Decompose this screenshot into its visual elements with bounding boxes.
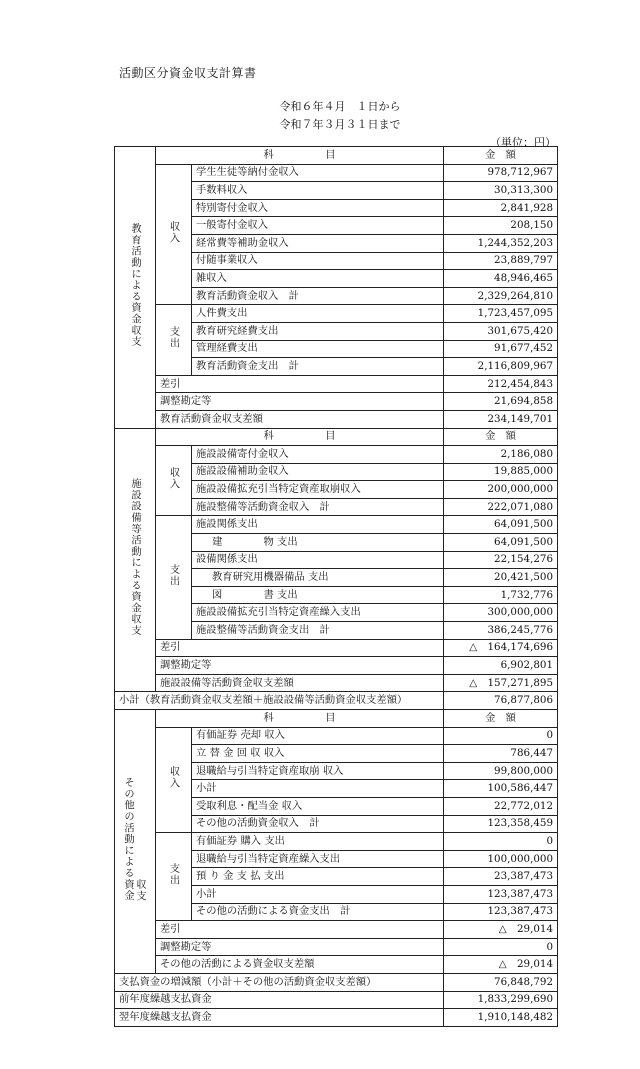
total-row — [115, 938, 558, 956]
period-from: 令和６年４月 １日から — [279, 100, 401, 113]
row-label: 施設設備拡充引当特定資産取崩収入 — [192, 481, 444, 499]
row-label: 受取利息・配当金 収入 — [192, 797, 444, 815]
row-amount: 100,586,447 — [444, 780, 558, 798]
other-income-label: 収入 — [167, 766, 180, 789]
row-label: 調整勘定等 — [156, 657, 444, 675]
row-label: 経常費等補助金収入 — [192, 234, 444, 252]
cash-flow-table — [114, 146, 558, 1027]
row-amount: 20,421,500 — [444, 569, 558, 587]
other-expense-label: 支出 — [167, 862, 180, 886]
row-amount: △ 29,014 — [444, 921, 558, 939]
row-amount: 76,848,792 — [444, 973, 558, 991]
row-label: 設備関係支出 — [192, 551, 444, 569]
row-label: 調整勘定等 — [156, 938, 444, 956]
row-amount: 19,885,000 — [444, 463, 558, 481]
row-label: 教育活動資金収支差額 — [156, 410, 444, 428]
total-row — [115, 657, 558, 675]
total-row — [115, 674, 558, 692]
row-amount: 123,387,473 — [444, 903, 558, 921]
row-amount: 99,800,000 — [444, 762, 558, 780]
row-label: 退職給与引当特定資産取崩 収入 — [192, 762, 444, 780]
row-amount: 208,150 — [444, 217, 558, 235]
row-amount: 1,244,352,203 — [444, 234, 558, 252]
row-label: 一般寄付金収入 — [192, 217, 444, 235]
row-amount: 0 — [444, 727, 558, 745]
table-row — [115, 833, 558, 851]
row-label: 差引 — [156, 921, 444, 939]
summary-row — [115, 1009, 558, 1027]
row-label: 前年度繰越支払資金 — [115, 991, 444, 1009]
row-amount: 30,313,300 — [444, 182, 558, 200]
facility-category-label: 施設設備等活動による資金収支 — [129, 478, 141, 637]
row-label: 差引 — [156, 375, 444, 393]
row-label: 雑収入 — [192, 270, 444, 288]
row-label: 退職給与引当特定資産繰入支出 — [192, 850, 444, 868]
other-expense-group — [156, 833, 192, 921]
education-expense-group — [156, 305, 192, 375]
row-amount: 0 — [444, 833, 558, 851]
row-label: 預 り 金 支 払 支出 — [192, 868, 444, 886]
other-income-group — [156, 727, 192, 833]
row-label: 小計（教育活動資金収支差額＋施設設備等活動資金収支差額） — [115, 692, 444, 710]
row-label: 管理経費支出 — [192, 340, 444, 358]
table-row — [115, 727, 558, 745]
table-row — [115, 446, 558, 464]
education-income-label: 収入 — [167, 220, 180, 244]
row-amount: 212,454,843 — [444, 375, 558, 393]
row-label: 手数料収入 — [192, 182, 444, 200]
row-amount: △ 157,271,895 — [444, 674, 558, 692]
row-amount: 21,694,858 — [444, 393, 558, 411]
row-label: 有価証券 購入 支出 — [192, 833, 444, 851]
education-expense-label: 支出 — [167, 326, 180, 349]
row-amount: 100,000,000 — [444, 850, 558, 868]
header-row — [115, 147, 558, 165]
row-label: その他の活動による資金収支差額 — [156, 956, 444, 974]
row-amount: 1,833,299,690 — [444, 991, 558, 1009]
total-row — [115, 956, 558, 974]
subject-header: 科 目 — [156, 147, 444, 165]
row-label: 施設設備補助金収入 — [192, 463, 444, 481]
row-label: 支払資金の増減額（小計＋その他の活動資金収支差額） — [115, 973, 444, 991]
row-amount: 2,329,264,810 — [444, 287, 558, 305]
summary-row — [115, 991, 558, 1009]
facility-expense-label: 支出 — [167, 563, 180, 587]
header-row — [115, 710, 558, 728]
header-row — [115, 428, 558, 446]
total-row — [115, 410, 558, 428]
other-category-suffix: 収支 — [134, 878, 146, 902]
row-label: 図 書 支出 — [192, 586, 444, 604]
row-amount: 1,732,776 — [444, 586, 558, 604]
row-amount: 0 — [444, 938, 558, 956]
total-row — [115, 639, 558, 657]
row-label: 小計 — [192, 885, 444, 903]
row-label: 施設設備等活動資金収支差額 — [156, 674, 444, 692]
row-amount: 786,447 — [444, 745, 558, 763]
row-label: 施設設備拡充引当特定資産繰入支出 — [192, 604, 444, 622]
row-label: 差引 — [156, 639, 444, 657]
education-category — [115, 147, 156, 429]
facility-expense-group — [156, 516, 192, 639]
summary-row — [115, 973, 558, 991]
row-amount: 1,910,148,482 — [444, 1009, 558, 1027]
row-label: 付随事業収入 — [192, 252, 444, 270]
row-amount: 64,091,500 — [444, 534, 558, 552]
amount-header: 金 額 — [444, 428, 558, 446]
amount-header: 金 額 — [444, 147, 558, 165]
table-row — [115, 164, 558, 182]
row-amount: 386,245,776 — [444, 622, 558, 640]
row-amount: 234,149,701 — [444, 410, 558, 428]
row-amount: 300,000,000 — [444, 604, 558, 622]
education-income-group — [156, 164, 192, 305]
education-category-label: 教育活動による資金収支 — [129, 222, 141, 347]
row-label: 立 替 金 回 収 収入 — [192, 745, 444, 763]
table-row — [115, 305, 558, 323]
total-row — [115, 921, 558, 939]
row-label: 教育研究経費支出 — [192, 322, 444, 340]
subject-header: 科 目 — [156, 428, 444, 446]
row-amount: 1,723,457,095 — [444, 305, 558, 323]
row-label: 人件費支出 — [192, 305, 444, 323]
row-label: 教育活動資金支出 計 — [192, 358, 444, 376]
total-row — [115, 375, 558, 393]
facility-category — [115, 428, 156, 692]
row-amount: 64,091,500 — [444, 516, 558, 534]
row-amount: △ 29,014 — [444, 956, 558, 974]
row-amount: △ 164,174,696 — [444, 639, 558, 657]
cash-flow-table-body — [115, 147, 558, 1027]
row-label: 有価証券 売却 収入 — [192, 727, 444, 745]
row-amount: 22,772,012 — [444, 797, 558, 815]
row-amount: 123,358,459 — [444, 815, 558, 833]
table-row — [115, 516, 558, 534]
row-amount: 2,841,928 — [444, 199, 558, 217]
row-amount: 123,387,473 — [444, 885, 558, 903]
row-amount: 301,675,420 — [444, 322, 558, 340]
row-label: 学生生徒等納付金収入 — [192, 164, 444, 182]
row-amount: 2,186,080 — [444, 446, 558, 464]
row-amount: 91,677,452 — [444, 340, 558, 358]
row-label: 施設関係支出 — [192, 516, 444, 534]
row-amount: 200,000,000 — [444, 481, 558, 499]
row-amount: 978,712,967 — [444, 164, 558, 182]
amount-header: 金 額 — [444, 710, 558, 728]
row-label: その他の活動資金収入 計 — [192, 815, 444, 833]
period-to: 令和７年３月３１日まで — [279, 118, 401, 131]
row-label: 特別寄付金収入 — [192, 199, 444, 217]
row-label: 小計 — [192, 780, 444, 798]
row-label: 調整勘定等 — [156, 393, 444, 411]
row-amount: 222,071,080 — [444, 498, 558, 516]
row-amount: 2,116,809,967 — [444, 358, 558, 376]
row-label: 施設整備等活動資金支出 計 — [192, 622, 444, 640]
other-category — [115, 710, 156, 974]
row-amount: 76,877,806 — [444, 692, 558, 710]
total-row — [115, 393, 558, 411]
row-label: 教育活動資金収入 計 — [192, 287, 444, 305]
row-amount: 22,154,276 — [444, 551, 558, 569]
row-amount: 48,946,465 — [444, 270, 558, 288]
row-label: 教育研究用機器備品 支出 — [192, 569, 444, 587]
row-label: 施設整備等活動資金収入 計 — [192, 498, 444, 516]
subtotal-row — [115, 692, 558, 710]
document-title: 活動区分資金収支計算書 — [119, 66, 257, 80]
facility-income-label: 収入 — [167, 466, 180, 490]
row-amount: 6,902,801 — [444, 657, 558, 675]
unit-label: （単位：円） — [490, 136, 556, 149]
facility-income-group — [156, 446, 192, 516]
subject-header: 科 目 — [156, 710, 444, 728]
row-label: その他の活動による資金支出 計 — [192, 903, 444, 921]
other-category-label: その他の活動による資金 — [122, 776, 134, 902]
row-amount: 23,387,473 — [444, 868, 558, 886]
row-label: 施設設備寄付金収入 — [192, 446, 444, 464]
row-label: 建 物 支出 — [192, 534, 444, 552]
row-amount: 23,889,797 — [444, 252, 558, 270]
row-label: 翌年度繰越支払資金 — [115, 1009, 444, 1027]
